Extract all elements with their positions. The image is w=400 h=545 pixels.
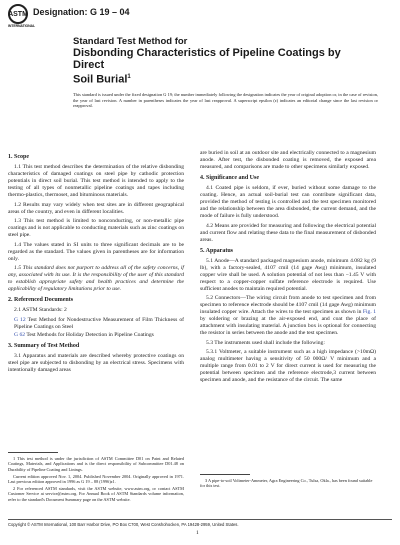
- reference-link-g12[interactable]: G 12: [14, 316, 26, 323]
- paragraph-5-3-1: 5.3.1 Voltmeter, a suitable instrument such as a high impedance (>10mΩ) analog multimeter having a sensitivity of 50 000Ω/ V minimum and a multiple range from 0.01 to 2 V for direct current is used for measuring the potential between specimen and the reference electrode,3 current between specimen and anode, and the resistance of the circuit. The same: [200, 349, 376, 383]
- footnote-1-edition: Current edition approved Nov. 1, 2004. Published November 2004. Originally approved in 1971. Last previous edition approved in 1996 as G 19 – 88 (1996)ε1.: [8, 473, 184, 485]
- right-column: [200, 150, 376, 387]
- footnote-2: 2 For referenced ASTM standards, visit the ASTM website, www.astm.org, or contact ASTM Customer Service at service@astm.org. For Annual Book of ASTM Standards volume information, refer to the standard's Document Summary page on the ASTM website.: [8, 486, 184, 502]
- section-heading-apparatus: 5. Apparatus: [200, 247, 234, 254]
- paragraph-4-1: 4.1 Coated pipe is seldom, if ever, buried without some damage to the coating. Hence, an actual soil-burial test can contribute significant data, provided the method of testing is controlled and the test specimen monitored and the relationship between the area disbonded, the current demand, and the mode of failure is fully understood.: [200, 185, 376, 219]
- designation: Designation: G 19 – 04: [33, 7, 130, 17]
- reference-g62: G 62 Test Methods for Holiday Detection in Pipeline Coatings: [14, 332, 154, 338]
- figure-link[interactable]: Fig. 1: [362, 309, 376, 315]
- reference-link-g62[interactable]: G 62: [14, 332, 26, 338]
- document-title: [73, 36, 373, 86]
- page-number: 1: [196, 530, 199, 536]
- footnote-divider-right: [200, 474, 250, 475]
- paragraph-2-1: 2.1 ASTM Standards: 2: [14, 307, 67, 313]
- standard-note: This standard is issued under the fixed designation G 19; the number immediately following the designation indicates the year of original adoption or, in the case of revision, the year of last revision. A number in parentheses indicates the year of last reapproval. A superscript epsilon (ε) indicates an editorial change since the last revision or reapproval.: [73, 92, 378, 109]
- title-line-3: Soil Burial$^1$: [73, 73, 131, 86]
- footnote-1: 1 This test method is under the jurisdiction of ASTM Committee D01 on Paint and Related Coatings, Materials, and Applications and is the direct responsibility of Subcommittee D01.48 on Durability of Pipeline Coating and Linings.: [8, 456, 184, 472]
- title-line-2: Disbonding Characteristics of Pipeline Coatings by Direct: [73, 47, 341, 71]
- paragraph-1-4: 1.4 The values stated in SI units to three significant decimals are to be regarded as the standard. The values given in parentheses are for information only.: [8, 241, 184, 262]
- paragraph-5-3: 5.3 The instruments used shall include the following:: [206, 339, 325, 346]
- title-footnote-mark: 1: [127, 74, 131, 80]
- logo-mark: ASTM: [8, 4, 28, 24]
- section-heading-referenced-documents: 2. Referenced Documents: [8, 297, 74, 303]
- footer-divider: [8, 519, 392, 520]
- footnotes-left: [8, 456, 184, 504]
- reference-g12: G 12 Test Method for Nondestructive Measurement of Film Thickness of Pipeline Coatings on Steel: [14, 316, 184, 330]
- section-heading-significance: 4. Significance and Use: [200, 175, 260, 181]
- paragraph-3-1: 3.1 Apparatus and materials are described whereby protective coatings on steel pipe are subjected to disbonding by an electrical stress. Specimens with intentionally damaged areas: [8, 353, 184, 373]
- footnote-3: 3 A pipe-to-soil Voltmeter-Ammeter, Agra Engineering Co., Tulsa, Okla., has been found suitable for this test.: [200, 478, 373, 489]
- paragraph-1-5: 1.5 This standard does not purport to address all of the safety concerns, if any, associated with its use. It is the responsibility of the user of this standard to establish appropriate safety and health practices and determine the applicability of regulatory limitations prior to use.: [8, 265, 184, 292]
- astm-logo: [8, 4, 36, 32]
- title-line-1: Standard Test Method for: [73, 36, 188, 47]
- paragraph-1-2: 1.2 Results may vary widely when test sites are in different geographical areas of the country, and even in different localities.: [8, 201, 184, 215]
- paragraph-5-1: 5.1 Anode—A standard packaged magnesium anode, minimum 4.082 kg (9 lb), with a factory-sealed, 4107 cmil (14 gage Awg) minimum, insulated copper wire shall be used. A solution potential of not less than −1.45 V with respect to a copper-copper sulfate reference electrode is required. Use sufficient anodes to maintain required potential.: [200, 257, 376, 292]
- paragraph-4-2: 4.2 Means are provided for measuring and following the electrical potential and current flow and relating these data to the final measurement of disbonded areas.: [200, 222, 376, 243]
- left-column: [8, 150, 184, 377]
- section-heading-summary: 3. Summary of Test Method: [8, 343, 80, 349]
- paragraph-1-1: 1.1 This test method describes the determination of the relative disbonding characteristics of damaged coatings on steel pipe by cathodic protection potentials in direct soil burial. This test method is intended to apply to the testing of all types of nonmetallic pipeline coatings and tapes including thermo-plastics, thermoset, and bituminous materials.: [8, 164, 184, 198]
- paragraph-5-2: 5.2 Connectors—The wiring circuit from anode to test specimen and from specimen to reference electrode should be 4107 cmil (14 gage Awg) minimum insulated copper wire. Attach the wires to the test specimen as shown in Fig. 1 by soldering or brazing at the air-exposed end, and coat the place of attachment with insulating material. A junction box is optional for connecting the resistor in series between the anode and the test specimen.: [200, 295, 376, 336]
- copyright-footer: Copyright © ASTM International, 100 Barr Harbor Drive, PO Box C700, West Conshohocken, PA 19428-2959, United States.: [8, 522, 239, 527]
- paragraph-3-1-continued: are buried in soil at an outdoor site and electrically connected to a magnesium anode. After test, the disbonded coating is removed, the exposed area measured, and comparisons are made to other specimens similarly exposed.: [200, 150, 376, 170]
- logo-caption: INTERNATIONAL: [8, 24, 36, 28]
- section-heading-scope: 1. Scope: [8, 154, 29, 160]
- footnote-divider-left: [8, 452, 58, 453]
- footnotes-right: [200, 478, 376, 489]
- paragraph-1-3: 1.3 This test method is limited to nonconducting, or non-metallic pipe coatings and is not applicable to conducting materials such as zinc coatings on steel pipe.: [8, 218, 184, 238]
